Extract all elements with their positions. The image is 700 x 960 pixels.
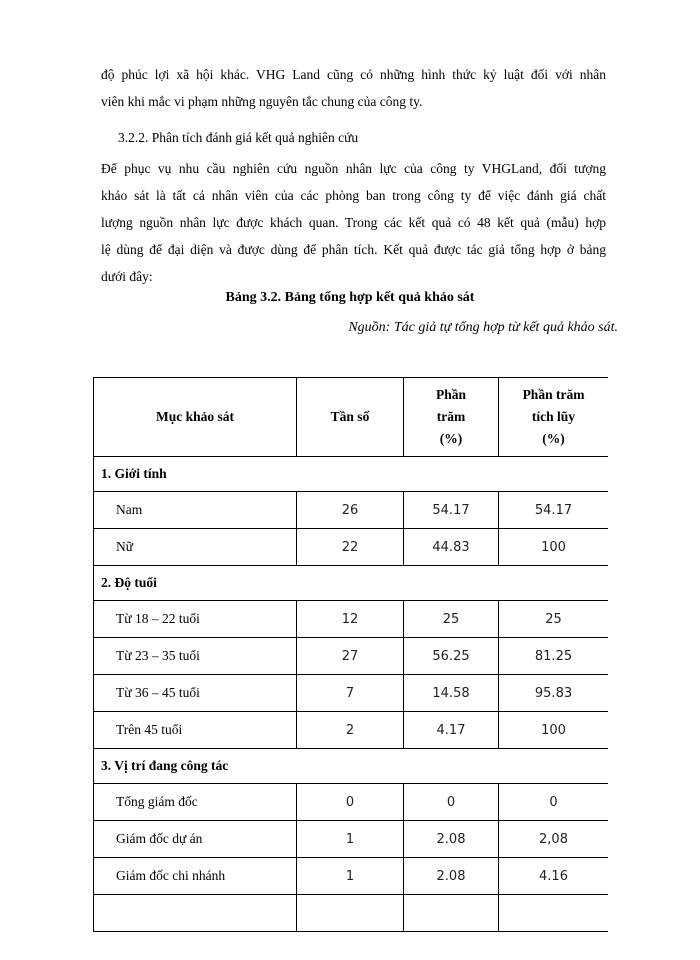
row-percent: 2.08: [404, 821, 499, 858]
header-line: (%): [439, 431, 463, 446]
table-row: [94, 529, 609, 566]
text-line: lệ dùng để đại diện và được dùng để phân tích. Kết quả được tác giả tổng hợp ở bảng: [101, 242, 606, 257]
table-row: [94, 638, 609, 675]
table-row: [94, 712, 609, 749]
row-cumulative-cut: [499, 895, 609, 932]
row-frequency: 1: [297, 821, 404, 858]
row-cumulative: 54.17: [499, 492, 609, 529]
table-caption: Bảng 3.2. Bảng tổng hợp kết quả khảo sát: [225, 290, 475, 305]
table-source: Nguồn: Tác giả tự tổng hợp từ kết quả khảo sát.: [348, 320, 618, 335]
row-frequency: 0: [297, 784, 404, 821]
table-row-cut-off: [94, 895, 609, 932]
row-percent: 2.08: [404, 858, 499, 895]
table-row: [94, 784, 609, 821]
text-line: viên khi mắc vi phạm những nguyên tắc chung của công ty.: [101, 94, 423, 109]
row-label: Nam: [94, 492, 297, 529]
row-percent: 4.17: [404, 712, 499, 749]
section-title: 2. Độ tuổi: [94, 566, 609, 601]
row-label: Tổng giám đốc: [94, 784, 297, 821]
table-row: [94, 858, 609, 895]
header-line: trăm: [436, 409, 466, 424]
row-frequency: 2: [297, 712, 404, 749]
row-percent: 14.58: [404, 675, 499, 712]
row-percent: 25: [404, 601, 499, 638]
row-percent: 54.17: [404, 492, 499, 529]
row-cumulative: 25: [499, 601, 609, 638]
row-percent: 56.25: [404, 638, 499, 675]
row-percent-cut: [404, 895, 499, 932]
row-label: Trên 45 tuổi: [94, 712, 297, 749]
row-label: Giám đốc dự án: [94, 821, 297, 858]
survey-table: [93, 377, 608, 932]
row-frequency-cut: [297, 895, 404, 932]
header-line: tích lũy: [531, 409, 576, 424]
text-line: độ phúc lợi xã hội khác. VHG Land cũng có những hình thức kỷ luật đối với nhân: [101, 67, 606, 82]
row-cumulative: 81.25: [499, 638, 609, 675]
paragraph-research: [101, 155, 606, 290]
table-row: [94, 492, 609, 529]
row-label: Giám đốc chi nhánh: [94, 858, 297, 895]
section-heading: 3.2.2. Phân tích đánh giá kết quả nghiên cứu: [118, 130, 359, 145]
text-line: Để phục vụ nhu cầu nghiên cứu nguồn nhân lực của công ty VHGLand, đối tượng: [101, 161, 606, 176]
header-percent: [404, 378, 499, 457]
text-line: lượng nguồn nhân lực được khách quan. Trong các kết quả có 48 kết quả (mẫu) hợp: [101, 215, 606, 230]
row-percent: 0: [404, 784, 499, 821]
row-frequency: 12: [297, 601, 404, 638]
row-label: Từ 23 – 35 tuổi: [94, 638, 297, 675]
header-line: (%): [542, 431, 565, 446]
row-frequency: 1: [297, 858, 404, 895]
text-line: khảo sát là tất cả nhân viên của các phòng ban trong công ty để việc đánh giá chất: [101, 188, 606, 203]
row-cumulative: 2,08: [499, 821, 609, 858]
text-line: dưới đây:: [101, 269, 153, 284]
row-frequency: 27: [297, 638, 404, 675]
row-cumulative: 0: [499, 784, 609, 821]
header-line: Phần trăm: [522, 387, 585, 402]
section-row: [94, 566, 609, 601]
row-cumulative: 100: [499, 529, 609, 566]
row-cumulative: 4.16: [499, 858, 609, 895]
section-row: [94, 457, 609, 492]
table-row: [94, 675, 609, 712]
table-row: [94, 601, 609, 638]
row-label-cut: [94, 895, 297, 932]
row-label: Nữ: [94, 529, 297, 566]
row-percent: 44.83: [404, 529, 499, 566]
table-header-row: [94, 378, 609, 457]
row-cumulative: 95.83: [499, 675, 609, 712]
row-label: Từ 18 – 22 tuổi: [94, 601, 297, 638]
header-cumulative: [499, 378, 609, 457]
row-label: Từ 36 – 45 tuổi: [94, 675, 297, 712]
header-frequency: Tần số: [297, 378, 404, 457]
paragraph-intro: [101, 61, 606, 115]
row-frequency: 26: [297, 492, 404, 529]
table-row: [94, 821, 609, 858]
row-frequency: 22: [297, 529, 404, 566]
section-row: [94, 749, 609, 784]
header-line: Phần: [435, 387, 466, 402]
section-title: 1. Giới tính: [94, 457, 609, 492]
survey-table-container: [93, 377, 608, 960]
header-item: Mục khảo sát: [94, 378, 297, 457]
section-title: 3. Vị trí đang công tác: [94, 749, 609, 784]
row-frequency: 7: [297, 675, 404, 712]
row-cumulative: 100: [499, 712, 609, 749]
